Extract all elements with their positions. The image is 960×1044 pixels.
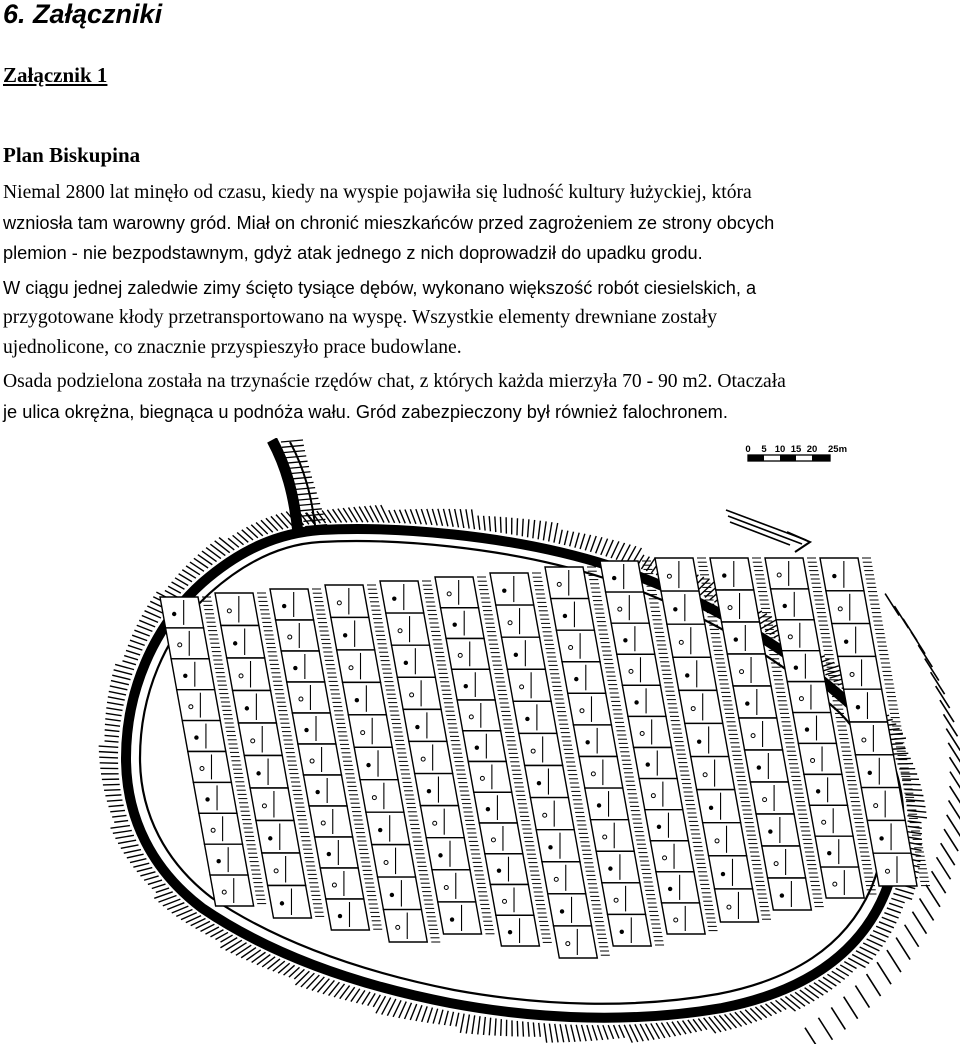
scale-label: 5 — [761, 444, 767, 455]
north-arrow-icon — [726, 510, 810, 552]
scale-label: 0 — [745, 444, 751, 455]
annex-title: Załącznik 1 — [3, 63, 108, 87]
scale-label: 25m — [828, 444, 848, 455]
paragraph-construction — [3, 273, 960, 363]
settlement-plan-map — [90, 438, 960, 1044]
paragraph-line: plemion - nie bezpodstawnym, gdyż atak jednego z nich doprowadził do upadku grodu. — [3, 243, 703, 263]
paragraph-line: Niemal 2800 lat minęło od czasu, kiedy na wyspie pojawiła się ludność kultury łużyckiej, która — [3, 182, 752, 203]
scale-label: 15 — [790, 444, 802, 455]
paragraph-line: W ciągu jednej zaledwie zimy ścięto tysiące dębów, wykonano większość robót ciesielskich, a — [3, 278, 757, 298]
paragraph-settlement — [3, 367, 960, 427]
house-rows — [160, 558, 930, 958]
paragraph-line: przygotowane kłody przetransportowano na wyspę. Wszystkie elementy drewniane zostały — [3, 307, 718, 328]
settlement-plan-drawing — [90, 438, 960, 1044]
paragraph-line: ujednolicone, co znacznie przyspieszyło prace budowlane. — [3, 337, 462, 358]
paragraph-line: wzniosła tam warowny gród. Miał on chronić mieszkańców przed zagrożeniem ze strony obcych — [3, 213, 775, 233]
scale-label: 10 — [774, 444, 786, 455]
scale-labels — [745, 444, 847, 455]
paragraph-line: je ulica okrężna, biegnąca u podnóża wału. Gród zabezpieczony był również falochronem. — [3, 402, 728, 422]
scale-bar — [745, 444, 847, 461]
paragraph-line: Osada podzielona została na trzynaście rzędów chat, z których każda mierzyła 70 - 90 m2. Otaczała — [3, 371, 786, 392]
section-title: 6. Załączniki — [3, 0, 163, 29]
plan-title: Plan Biskupina — [3, 143, 141, 167]
paragraph-history — [3, 178, 960, 268]
scale-label: 20 — [806, 444, 818, 455]
